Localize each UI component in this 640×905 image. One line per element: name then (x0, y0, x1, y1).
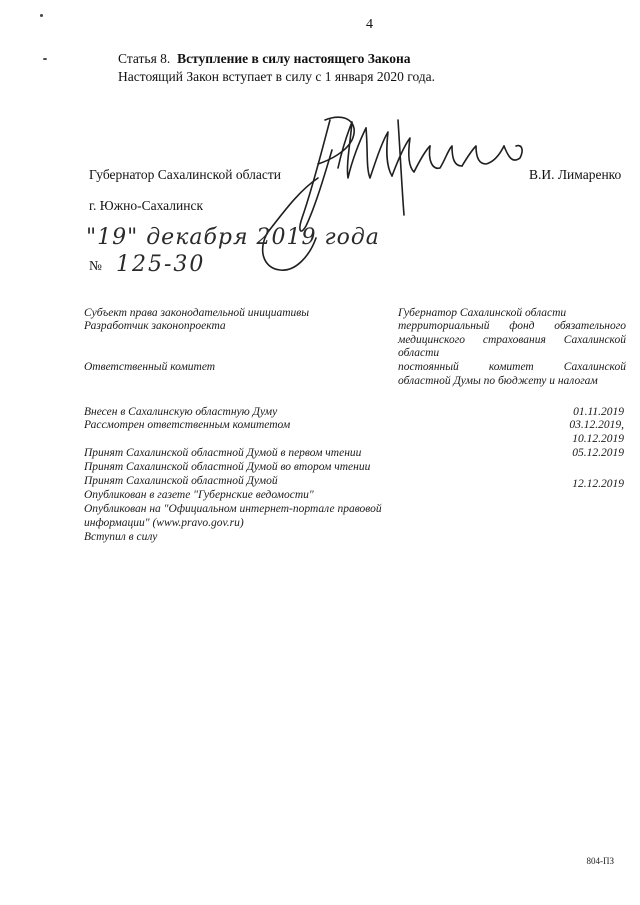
developer-label: Разработчик законопроекта (84, 320, 226, 332)
first-reading-label: Принят Сахалинской областной Думой в первом чтении (84, 447, 362, 459)
number-label: № (89, 258, 102, 273)
developer-value: территориальный фонд обязательного медицинского страхования Сахалинской области (398, 320, 626, 359)
reviewed-label: Рассмотрен ответственным комитетом (84, 419, 291, 431)
published-gazette-label: Опубликован в газете "Губернские ведомости" (84, 489, 314, 501)
effective-label: Вступил в силу (84, 531, 158, 543)
submitted-label: Внесен в Сахалинскую областную Думу (84, 406, 278, 418)
place-of-signing: г. Южно-Сахалинск (89, 198, 204, 213)
article-label: Статья 8. (118, 51, 171, 66)
handwritten-date: "19" декабря 2019 года (86, 225, 380, 250)
published-portal-line-1: Опубликован на "Официальном интернет-портале правовой (84, 503, 382, 515)
governor-title: Губернатор Сахалинской области (89, 167, 281, 182)
footer-code: 804-ПЗ (586, 856, 614, 866)
subject-value: Губернатор Сахалинской области (398, 307, 567, 319)
subject-label: Субъект права законодательной инициативы (84, 307, 310, 319)
page-number: 4 (366, 17, 373, 32)
submitted-date: 01.11.2019 (573, 406, 624, 418)
handwritten-number: 125-30 (116, 252, 206, 277)
first-reading-date: 05.12.2019 (572, 447, 624, 459)
committee-label: Ответственный комитет (84, 361, 216, 373)
adopted-label: Принят Сахалинской областной Думой (84, 475, 278, 487)
committee-value: постоянный комитет Сахалинской областной Думы по бюджету и налогам (398, 361, 626, 387)
reviewed-date-2: 10.12.2019 (572, 433, 624, 445)
second-reading-label: Принят Сахалинской областной Думой во втором чтении (84, 461, 371, 473)
governor-name: В.И. Лимаренко (529, 167, 622, 182)
published-portal-line-2: информации" (www.pravo.gov.ru) (84, 517, 244, 529)
adopted-date: 12.12.2019 (572, 478, 624, 490)
reviewed-date-1: 03.12.2019, (569, 419, 624, 431)
article-title: Вступление в силу настоящего Закона (177, 51, 411, 66)
article-text: Настоящий Закон вступает в силу с 1 января 2020 года. (118, 69, 436, 84)
